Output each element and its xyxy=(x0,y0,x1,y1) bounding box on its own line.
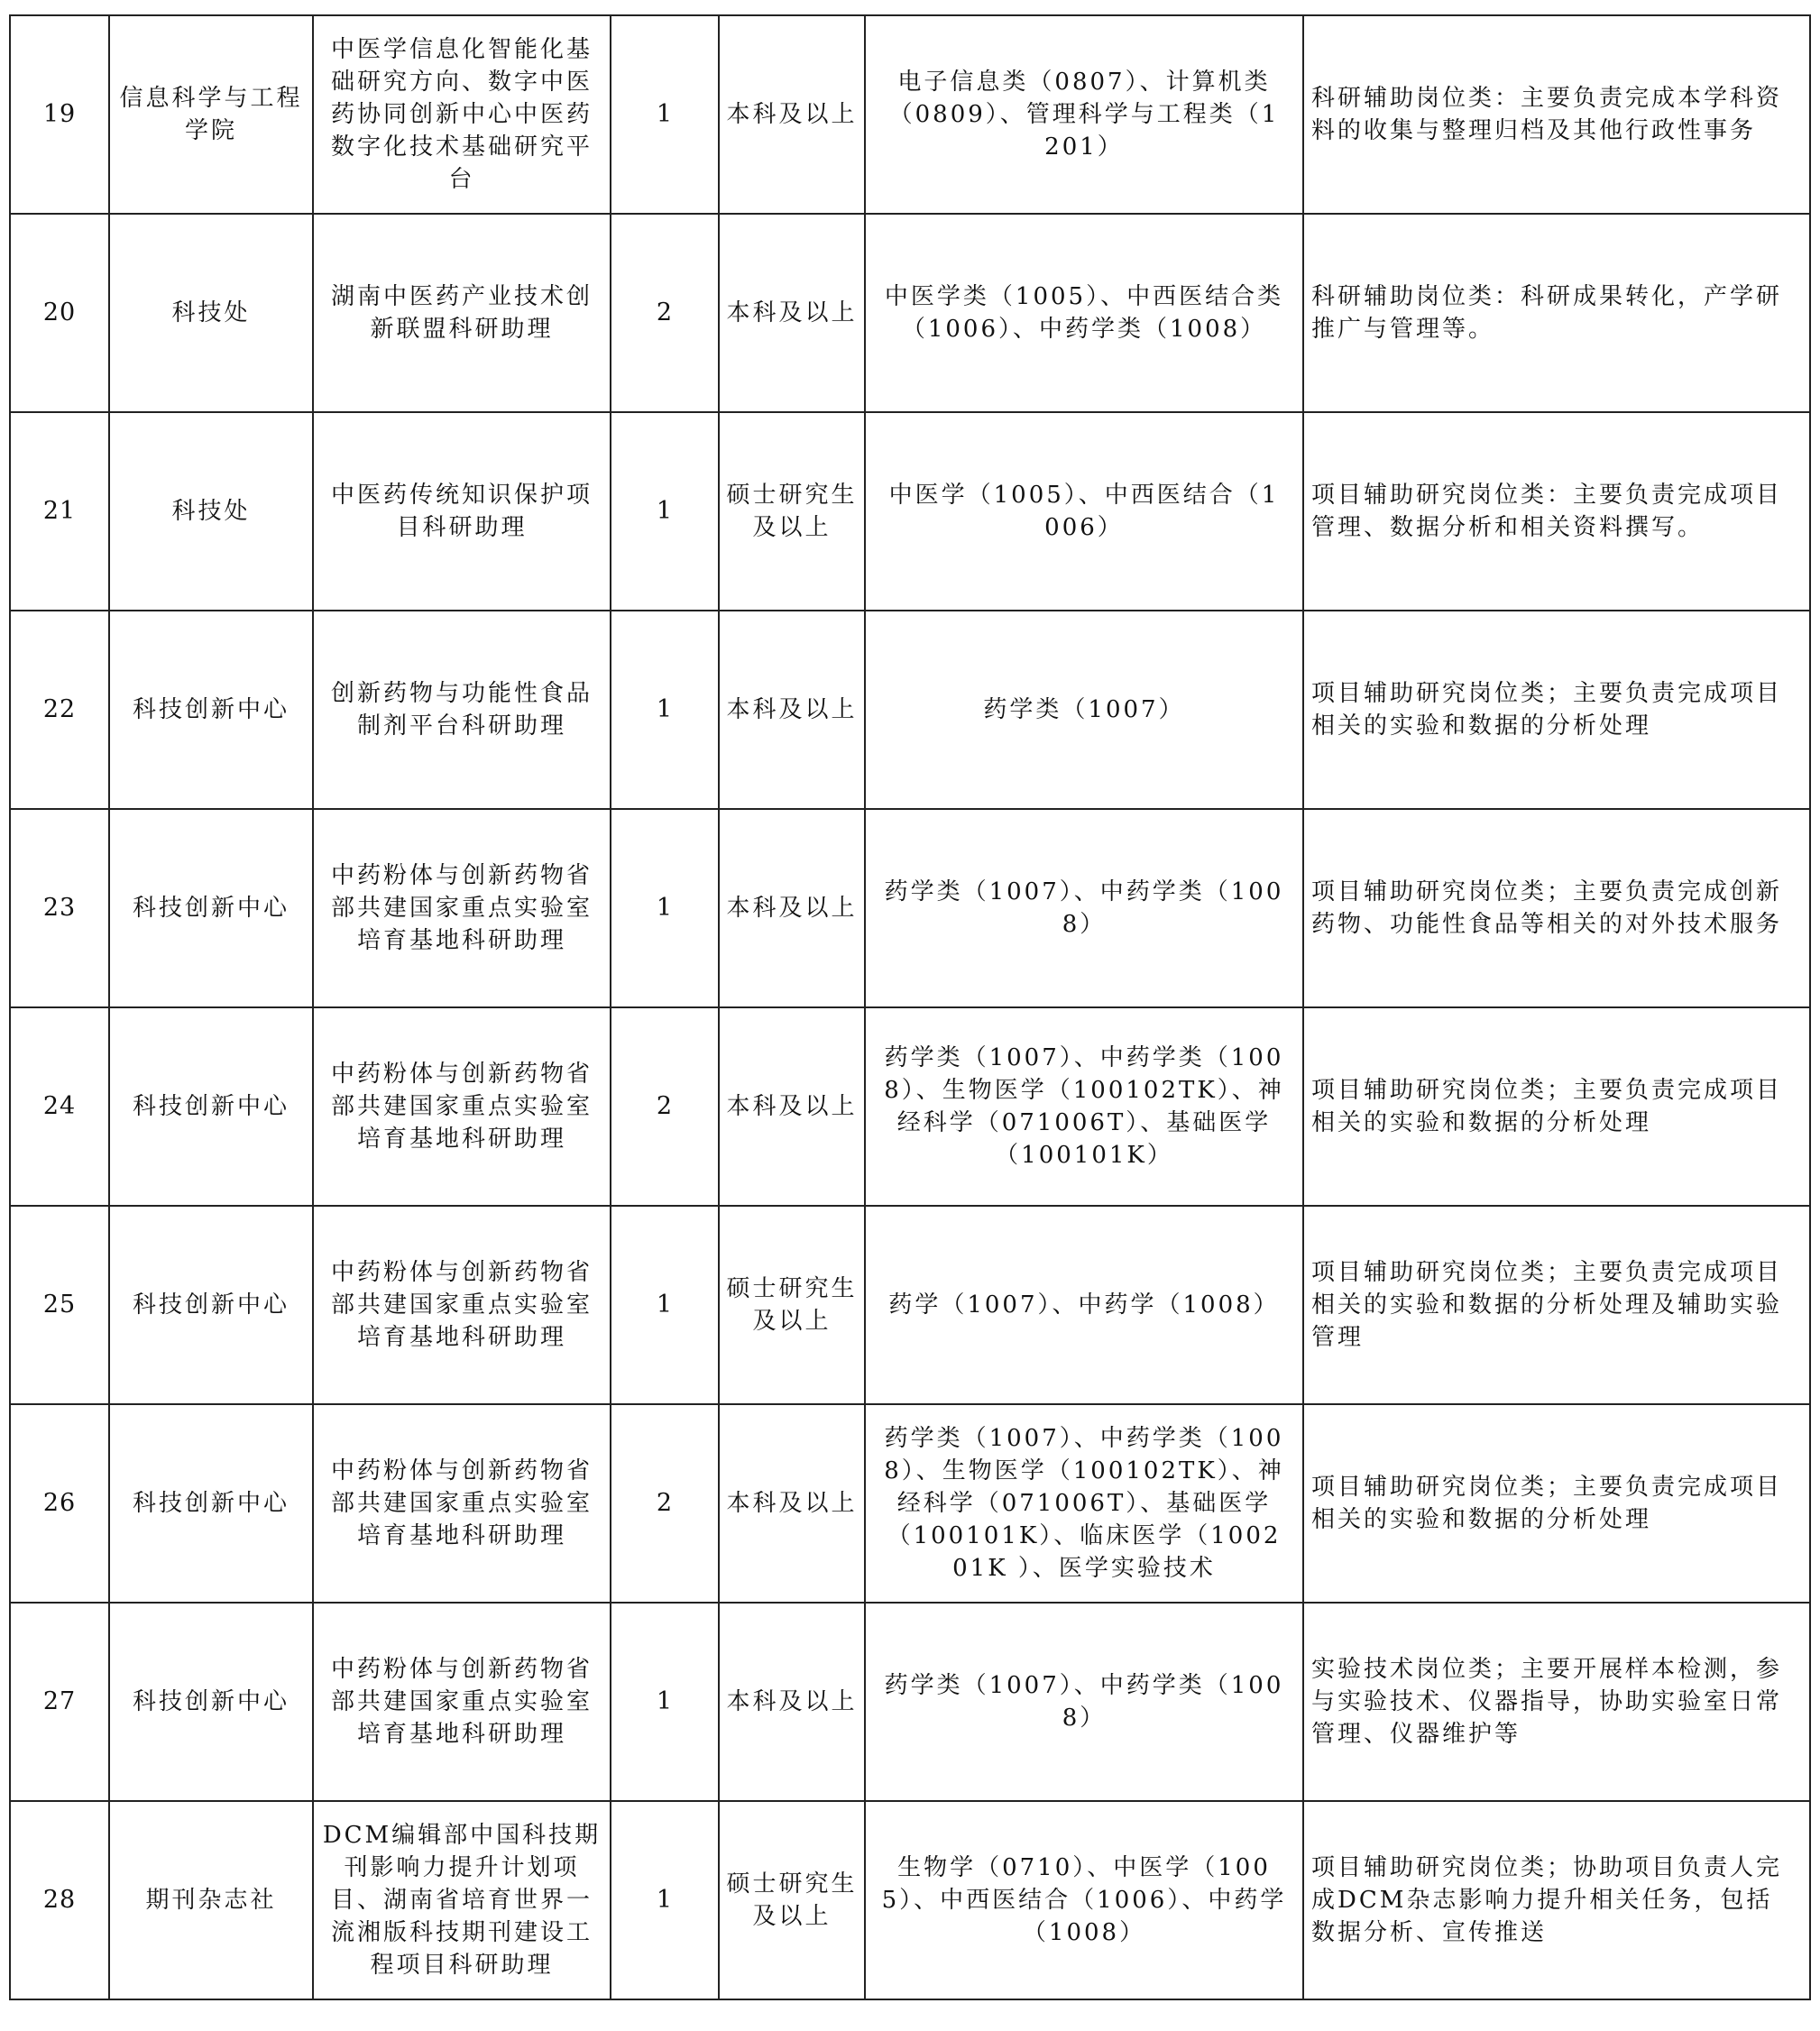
department-cell: 期刊杂志社 xyxy=(109,1801,313,1999)
table-row xyxy=(10,412,1810,611)
row-number: 23 xyxy=(10,809,109,1007)
duties-cell: 项目辅助研究岗位类；主要负责完成项目相关的实验和数据的分析处理 xyxy=(1303,1404,1810,1603)
row-number: 27 xyxy=(10,1603,109,1801)
duties-cell: 项目辅助研究岗位类；主要负责完成项目相关的实验和数据的分析处理 xyxy=(1303,611,1810,809)
education-cell: 硕士研究生及以上 xyxy=(719,412,865,611)
education-cell: 本科及以上 xyxy=(719,1007,865,1206)
education-cell: 本科及以上 xyxy=(719,15,865,214)
education-cell: 硕士研究生及以上 xyxy=(719,1801,865,1999)
row-number: 28 xyxy=(10,1801,109,1999)
duties-cell: 项目辅助研究岗位类；主要负责完成项目相关的实验和数据的分析处理 xyxy=(1303,1007,1810,1206)
position-cell: 中药粉体与创新药物省部共建国家重点实验室培育基地科研助理 xyxy=(313,1603,611,1801)
table-row xyxy=(10,15,1810,214)
headcount-cell: 1 xyxy=(611,412,719,611)
row-number: 22 xyxy=(10,611,109,809)
row-number: 25 xyxy=(10,1206,109,1404)
row-number: 21 xyxy=(10,412,109,611)
majors-cell: 药学类（1007）、中药学类（1008）、生物医学（100102TK）、神经科学（071006T）、基础医学（100101K） xyxy=(865,1007,1303,1206)
table-row xyxy=(10,611,1810,809)
position-cell: 湖南中医药产业技术创新联盟科研助理 xyxy=(313,214,611,412)
table-row xyxy=(10,1007,1810,1206)
education-cell: 本科及以上 xyxy=(719,1404,865,1603)
position-cell: 中药粉体与创新药物省部共建国家重点实验室培育基地科研助理 xyxy=(313,809,611,1007)
table-row xyxy=(10,1404,1810,1603)
duties-cell: 项目辅助研究岗位类；主要负责完成创新药物、功能性食品等相关的对外技术服务 xyxy=(1303,809,1810,1007)
position-cell: 中药粉体与创新药物省部共建国家重点实验室培育基地科研助理 xyxy=(313,1007,611,1206)
headcount-cell: 2 xyxy=(611,1404,719,1603)
education-cell: 硕士研究生及以上 xyxy=(719,1206,865,1404)
department-cell: 信息科学与工程学院 xyxy=(109,15,313,214)
row-number: 24 xyxy=(10,1007,109,1206)
department-cell: 科技创新中心 xyxy=(109,809,313,1007)
majors-cell: 药学（1007）、中药学（1008） xyxy=(865,1206,1303,1404)
majors-cell: 药学类（1007）、中药学类（1008） xyxy=(865,809,1303,1007)
row-number: 20 xyxy=(10,214,109,412)
duties-cell: 项目辅助研究岗位类：主要负责完成项目管理、数据分析和相关资料撰写。 xyxy=(1303,412,1810,611)
department-cell: 科技处 xyxy=(109,214,313,412)
department-cell: 科技创新中心 xyxy=(109,1206,313,1404)
duties-cell: 科研辅助岗位类：主要负责完成本学科资料的收集与整理归档及其他行政性事务 xyxy=(1303,15,1810,214)
position-cell: 中药粉体与创新药物省部共建国家重点实验室培育基地科研助理 xyxy=(313,1206,611,1404)
education-cell: 本科及以上 xyxy=(719,809,865,1007)
majors-cell: 中医学类（1005）、中西医结合类（1006）、中药学类（1008） xyxy=(865,214,1303,412)
table-row xyxy=(10,1801,1810,1999)
headcount-cell: 1 xyxy=(611,1603,719,1801)
majors-cell: 药学类（1007）、中药学类（1008） xyxy=(865,1603,1303,1801)
table-row xyxy=(10,1603,1810,1801)
department-cell: 科技创新中心 xyxy=(109,611,313,809)
headcount-cell: 2 xyxy=(611,214,719,412)
headcount-cell: 2 xyxy=(611,1007,719,1206)
education-cell: 本科及以上 xyxy=(719,214,865,412)
majors-cell: 生物学（0710）、中医学（1005）、中西医结合（1006）、中药学（1008） xyxy=(865,1801,1303,1999)
headcount-cell: 1 xyxy=(611,15,719,214)
headcount-cell: 1 xyxy=(611,1206,719,1404)
position-cell: 创新药物与功能性食品制剂平台科研助理 xyxy=(313,611,611,809)
majors-cell: 药学类（1007）、中药学类（1008）、生物医学（100102TK）、神经科学（071006T）、基础医学（100101K）、临床医学（100201K ）、医学实验技术 xyxy=(865,1404,1303,1603)
department-cell: 科技创新中心 xyxy=(109,1603,313,1801)
table-row xyxy=(10,1206,1810,1404)
headcount-cell: 1 xyxy=(611,611,719,809)
majors-cell: 药学类（1007） xyxy=(865,611,1303,809)
education-cell: 本科及以上 xyxy=(719,1603,865,1801)
position-cell: 中医学信息化智能化基础研究方向、数字中医药协同创新中心中医药数字化技术基础研究平台 xyxy=(313,15,611,214)
headcount-cell: 1 xyxy=(611,809,719,1007)
recruitment-table xyxy=(9,14,1811,2000)
majors-cell: 中医学（1005）、中西医结合（1006） xyxy=(865,412,1303,611)
position-cell: DCM编辑部中国科技期刊影响力提升计划项目、湖南省培育世界一流湘版科技期刊建设工程项目科研助理 xyxy=(313,1801,611,1999)
education-cell: 本科及以上 xyxy=(719,611,865,809)
duties-cell: 项目辅助研究岗位类；协助项目负责人完成DCM杂志影响力提升相关任务，包括数据分析、宣传推送 xyxy=(1303,1801,1810,1999)
department-cell: 科技处 xyxy=(109,412,313,611)
table-row xyxy=(10,809,1810,1007)
position-cell: 中医药传统知识保护项目科研助理 xyxy=(313,412,611,611)
position-cell: 中药粉体与创新药物省部共建国家重点实验室培育基地科研助理 xyxy=(313,1404,611,1603)
table-row xyxy=(10,214,1810,412)
majors-cell: 电子信息类（0807）、计算机类（0809）、管理科学与工程类（1201） xyxy=(865,15,1303,214)
duties-cell: 项目辅助研究岗位类；主要负责完成项目相关的实验和数据的分析处理及辅助实验管理 xyxy=(1303,1206,1810,1404)
row-number: 19 xyxy=(10,15,109,214)
department-cell: 科技创新中心 xyxy=(109,1404,313,1603)
headcount-cell: 1 xyxy=(611,1801,719,1999)
duties-cell: 科研辅助岗位类：科研成果转化，产学研推广与管理等。 xyxy=(1303,214,1810,412)
row-number: 26 xyxy=(10,1404,109,1603)
duties-cell: 实验技术岗位类；主要开展样本检测，参与实验技术、仪器指导，协助实验室日常管理、仪器维护等 xyxy=(1303,1603,1810,1801)
department-cell: 科技创新中心 xyxy=(109,1007,313,1206)
